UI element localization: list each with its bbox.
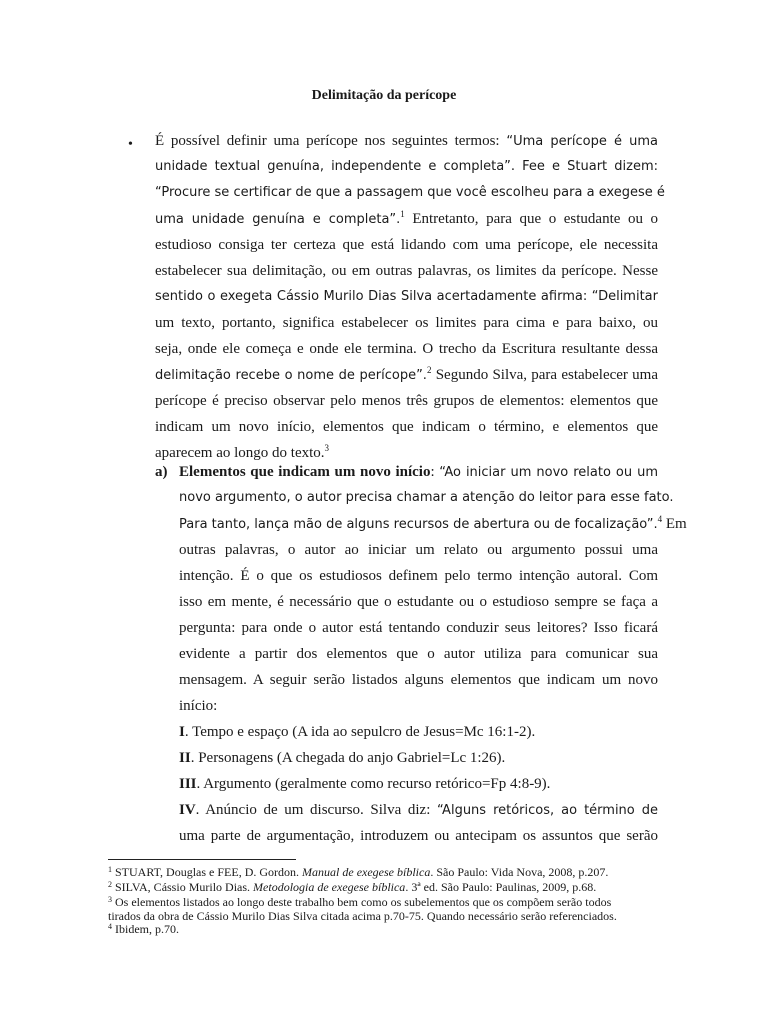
footnote-ref: 4 bbox=[657, 514, 663, 524]
subsection-line: outras palavras, o autor ao iniciar um relato ou argumento possui uma bbox=[179, 542, 658, 558]
list-item: II. Personagens (A chegada do anjo Gabriel=Lc 1:26). bbox=[179, 750, 506, 766]
footnote-separator bbox=[108, 859, 296, 860]
paragraph-line: indicam um novo início, elementos que indicam o término, e elementos que bbox=[155, 419, 658, 435]
paragraph-line: “Procure se certificar de que a passagem que você escolheu para a exegese é bbox=[155, 185, 665, 200]
bullet-marker: • bbox=[128, 137, 133, 152]
subsection-line: início: bbox=[179, 698, 218, 714]
subsection-line: mensagem. A seguir serão listados alguns elementos que indicam um novo bbox=[179, 672, 658, 688]
footnote: $^4$ Ibidem, p.70. bbox=[108, 922, 179, 936]
list-item: I. Tempo e espaço (A ida ao sepulcro de Jesus=Mc 16:1-2). bbox=[179, 724, 536, 740]
subsection-line: uma parte de argumentação, introduzem ou antecipam os assuntos que serão bbox=[179, 828, 658, 844]
paragraph-line: um texto, portanto, significa estabelecer os limites para cima e para baixo, ou bbox=[155, 315, 658, 331]
footnote-ref: 1 bbox=[400, 209, 405, 219]
page-title: Delimitação da perícope bbox=[311, 88, 457, 103]
subsection-heading: Elementos que indicam um novo início bbox=[179, 464, 431, 480]
paragraph-line: unidade textual genuína, independente e completa”. Fee e Stuart dizem: bbox=[155, 159, 658, 174]
subsection-line: intenção. É o que os estudiosos definem pelo termo intenção autoral. Com bbox=[179, 568, 658, 584]
list-item: IV. Anúncio de um discurso. Silva diz: “Alguns retóricos, ao término de bbox=[179, 802, 658, 818]
subsection-heading-line: Elementos que indicam um novo início: “Ao iniciar um novo relato ou um bbox=[179, 464, 659, 480]
subsection-line: isso em mente, é necessário que o estudante ou o estudioso sempre se faça a bbox=[179, 594, 658, 610]
footnote: tirados da obra de Cássio Murilo Dias Silva citada acima p.70-75. Quando necessário serão referenciados. bbox=[108, 909, 617, 923]
paragraph-line: sentido o exegeta Cássio Murilo Dias Silva acertadamente afirma: “Delimitar bbox=[155, 289, 658, 304]
list-marker: a) bbox=[155, 464, 168, 480]
subsection-line: novo argumento, o autor precisa chamar a atenção do leitor para esse fato. bbox=[179, 490, 674, 505]
paragraph-line: perícope é preciso observar pelo menos três grupos de elementos: elementos que bbox=[155, 393, 658, 409]
footnote-ref: 2 bbox=[426, 365, 432, 375]
paragraph-line: seja, onde ele começa e onde ele termina. O trecho da Escritura resultante dessa bbox=[155, 341, 658, 357]
footnote: $^2$ SILVA, Cássio Murilo Dias. Metodologia de exegese bíblica. 3ª ed. São Paulo: Paulinas, 2009, p.68. bbox=[108, 880, 597, 894]
list-item: III. Argumento (geralmente como recurso retórico=Fp 4:8-9). bbox=[179, 776, 551, 792]
footnote-ref: 3 bbox=[324, 443, 330, 453]
subsection-line: evidente a partir dos elementos que o autor utiliza para comunicar sua bbox=[179, 646, 658, 662]
paragraph-line: uma unidade genuína e completa”.$^1$ Entretanto, para que o estudante ou o bbox=[155, 209, 658, 227]
subsection-line: pergunta: para onde o autor está tentando conduzir seus leitores? Isso ficará bbox=[179, 620, 658, 636]
paragraph-line: estabelecer sua delimitação, ou em outras palavras, os limites da perícope. Nesse bbox=[155, 263, 658, 279]
paragraph-line: aparecem ao longo do texto.$^3$ bbox=[155, 443, 330, 461]
footnote: $^3$ Os elementos listados ao longo deste trabalho bem como os subelementos que os compõem serão todos bbox=[108, 895, 612, 909]
paragraph-line: estudioso consiga ter certeza que está lidando com uma perícope, ele necessita bbox=[155, 237, 658, 253]
paragraph-line: É possível definir uma perícope nos seguintes termos: “Uma perícope é uma bbox=[155, 133, 658, 149]
subsection-line: Para tanto, lança mão de alguns recursos de abertura ou de focalização”.$^4$ Em bbox=[179, 514, 687, 532]
footnote: $^1$ STUART, Douglas e FEE, D. Gordon. Manual de exegese bíblica. São Paulo: Vida Nova, 2008, p.207. bbox=[108, 865, 609, 879]
paragraph-line: delimitação recebe o nome de perícope”.$^2$ Segundo Silva, para estabelecer uma bbox=[155, 365, 658, 383]
